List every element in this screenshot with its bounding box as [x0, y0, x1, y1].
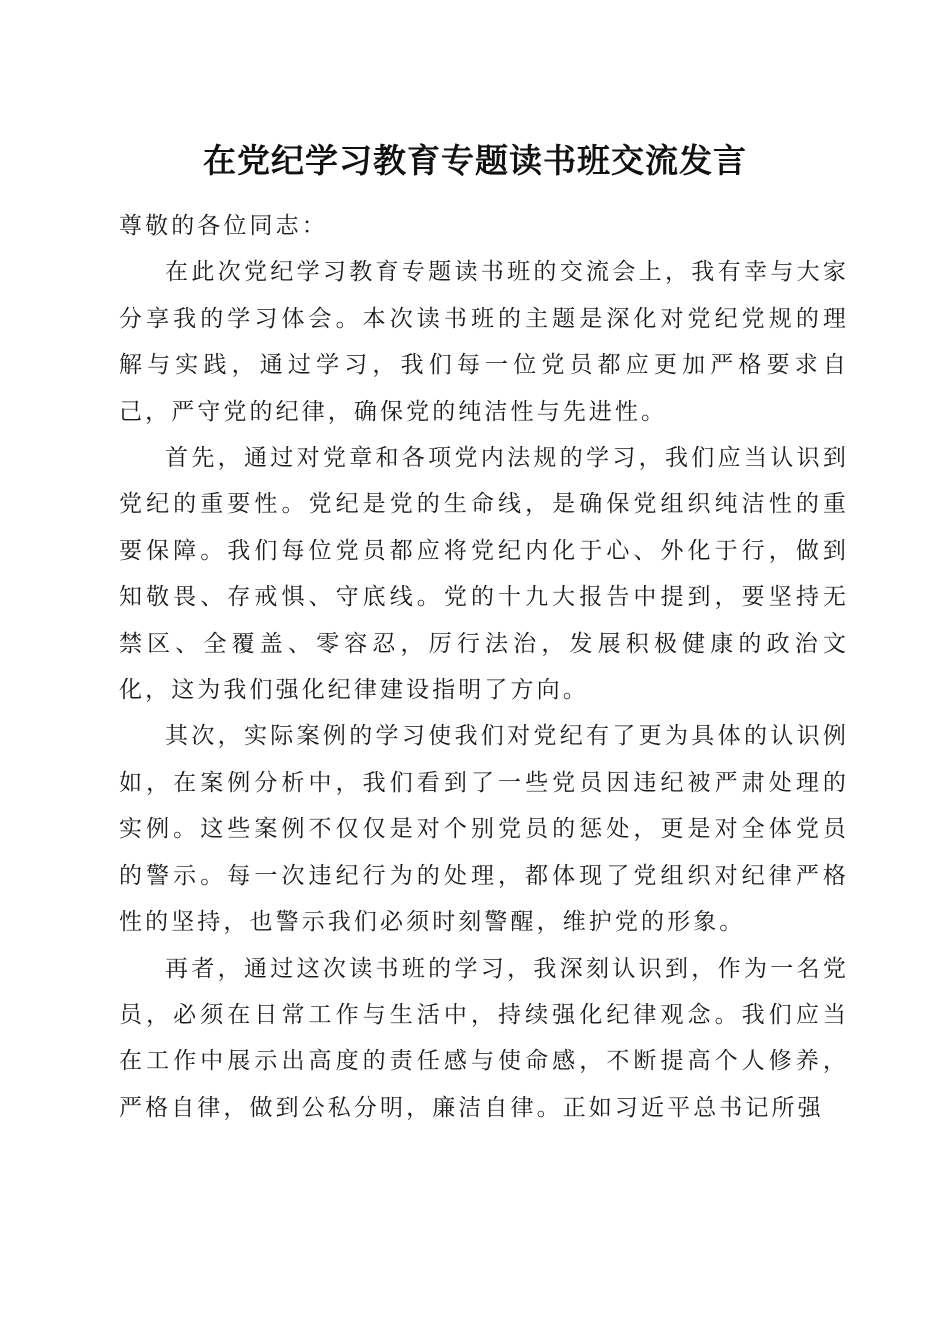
paragraph-1: 在此次党纪学习教育专题读书班的交流会上，我有幸与大家分享我的学习体会。本次读书班的主题是深化对党纪党规的理解与实践，通过学习，我们每一位党员都应更加严格要求自己，严守党的纪律，确保党的纯洁性与先进性。 [119, 259, 849, 425]
paragraph-4: 再者，通过这次读书班的学习，我深刻认识到，作为一名党员，必须在日常工作与生活中，持续强化纪律观念。我们应当在工作中展示出高度的责任感与使命感，不断提高个人修养，严格自律，做到公私分明，廉洁自律。正如习近平总书记所强 [119, 955, 849, 1121]
paragraph-2: 首先，通过对党章和各项党内法规的学习，我们应当认识到党纪的重要性。党纪是党的生命线，是确保党组织纯洁性的重要保障。我们每位党员都应将党纪内化于心、外化于行，做到知敬畏、存戒惧、守底线。党的十九大报告中提到，要坚持无禁区、全覆盖、零容忍，厉行法治，发展积极健康的政治文化，这为我们强化纪律建设指明了方向。 [119, 445, 849, 704]
paragraph-3: 其次，实际案例的学习使我们对党纪有了更为具体的认识例如，在案例分析中，我们看到了一些党员因违纪被严肃处理的实例。这些案例不仅仅是对个别党员的惩处，更是对全体党员的警示。每一次违纪行为的处理，都体现了党组织对纪律严格性的坚持，也警示我们必须时刻警醒，维护党的形象。 [119, 723, 849, 936]
document-title: 在党纪学习教育专题读书班交流发言 [203, 141, 747, 180]
document-body [119, 203, 849, 1131]
salutation: 尊敬的各位同志： [119, 213, 328, 239]
